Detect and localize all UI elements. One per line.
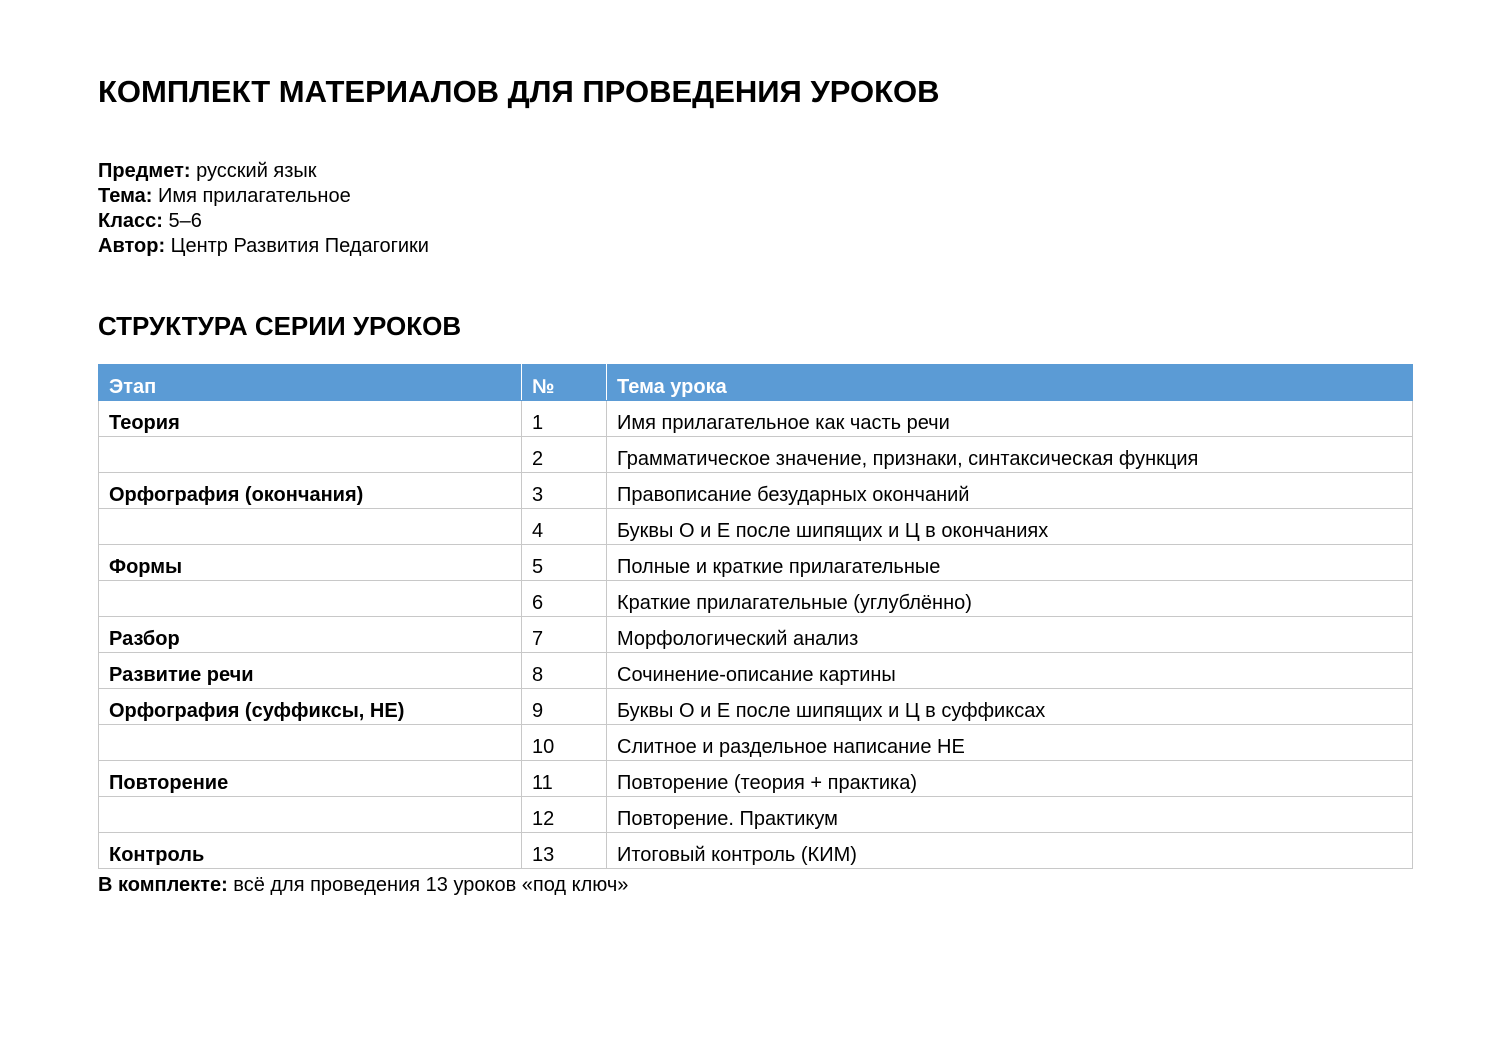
cell-topic: Буквы О и Е после шипящих и Ц в окончаниях	[607, 509, 1413, 545]
table-row	[99, 689, 1413, 725]
table-row	[99, 653, 1413, 689]
cell-stage	[99, 437, 522, 473]
cell-topic: Краткие прилагательные (углублённо)	[607, 581, 1413, 617]
meta-topic-key: Тема:	[98, 185, 153, 207]
meta-topic-value: Имя прилагательное	[157, 185, 351, 207]
meta-author	[98, 234, 429, 259]
cell-topic: Морфологический анализ	[607, 617, 1413, 653]
cell-topic: Правописание безударных окончаний	[607, 473, 1413, 509]
meta-author-key: Автор:	[98, 235, 166, 257]
cell-topic: Грамматическое значение, признаки, синтаксическая функция	[607, 437, 1413, 473]
table-header-row	[99, 365, 1413, 401]
cell-number: 12	[522, 797, 607, 833]
table-row	[99, 833, 1413, 869]
cell-topic: Полные и краткие прилагательные	[607, 545, 1413, 581]
column-header-number: №	[522, 365, 607, 401]
table-row	[99, 797, 1413, 833]
cell-topic: Слитное и раздельное написание НЕ	[607, 725, 1413, 761]
cell-number: 8	[522, 653, 607, 689]
cell-number: 9	[522, 689, 607, 725]
cell-stage	[99, 797, 522, 833]
table-row	[99, 581, 1413, 617]
cell-topic: Итоговый контроль (КИМ)	[607, 833, 1413, 869]
cell-stage: Формы	[99, 545, 522, 581]
cell-stage: Теория	[99, 401, 522, 437]
cell-number: 2	[522, 437, 607, 473]
cell-number: 13	[522, 833, 607, 869]
meta-subject	[98, 159, 429, 184]
meta-subject-key: Предмет:	[98, 160, 191, 182]
cell-number: 7	[522, 617, 607, 653]
cell-number: 4	[522, 509, 607, 545]
document-title: КОМПЛЕКТ МАТЕРИАЛОВ ДЛЯ ПРОВЕДЕНИЯ УРОКОВ	[98, 74, 940, 109]
column-header-topic: Тема урока	[607, 365, 1413, 401]
table-row	[99, 761, 1413, 797]
cell-topic: Имя прилагательное как часть речи	[607, 401, 1413, 437]
meta-grade-key: Класс:	[98, 210, 163, 232]
cell-stage: Разбор	[99, 617, 522, 653]
footer-note-key: В комплекте:	[98, 874, 228, 896]
cell-stage	[99, 581, 522, 617]
table-row	[99, 473, 1413, 509]
cell-topic: Повторение. Практикум	[607, 797, 1413, 833]
lessons-table	[98, 364, 1413, 869]
cell-stage: Повторение	[99, 761, 522, 797]
cell-stage: Контроль	[99, 833, 522, 869]
footer-note	[98, 873, 628, 898]
cell-stage: Орфография (суффиксы, НЕ)	[99, 689, 522, 725]
cell-number: 11	[522, 761, 607, 797]
cell-stage	[99, 509, 522, 545]
cell-topic: Сочинение-описание картины	[607, 653, 1413, 689]
cell-topic: Буквы О и Е после шипящих и Ц в суффиксах	[607, 689, 1413, 725]
table-row	[99, 509, 1413, 545]
table-row	[99, 401, 1413, 437]
cell-number: 10	[522, 725, 607, 761]
meta-grade-value: 5–6	[168, 210, 202, 232]
cell-number: 1	[522, 401, 607, 437]
cell-topic: Повторение (теория + практика)	[607, 761, 1413, 797]
meta-author-value: Центр Развития Педагогики	[170, 235, 429, 257]
table-row	[99, 437, 1413, 473]
meta-grade	[98, 209, 429, 234]
cell-number: 5	[522, 545, 607, 581]
table-row	[99, 725, 1413, 761]
table-body	[99, 401, 1413, 869]
footer-note-value: всё для проведения 13 уроков «под ключ»	[233, 874, 629, 896]
cell-stage	[99, 725, 522, 761]
cell-number: 3	[522, 473, 607, 509]
column-header-stage: Этап	[99, 365, 522, 401]
meta-subject-value: русский язык	[196, 160, 317, 182]
table-row	[99, 617, 1413, 653]
table-header	[99, 365, 1413, 401]
cell-stage: Орфография (окончания)	[99, 473, 522, 509]
table-row	[99, 545, 1413, 581]
meta-topic	[98, 184, 429, 209]
document-meta	[98, 159, 429, 259]
cell-stage: Развитие речи	[99, 653, 522, 689]
section-title: СТРУКТУРА СЕРИИ УРОКОВ	[98, 311, 462, 341]
cell-number: 6	[522, 581, 607, 617]
